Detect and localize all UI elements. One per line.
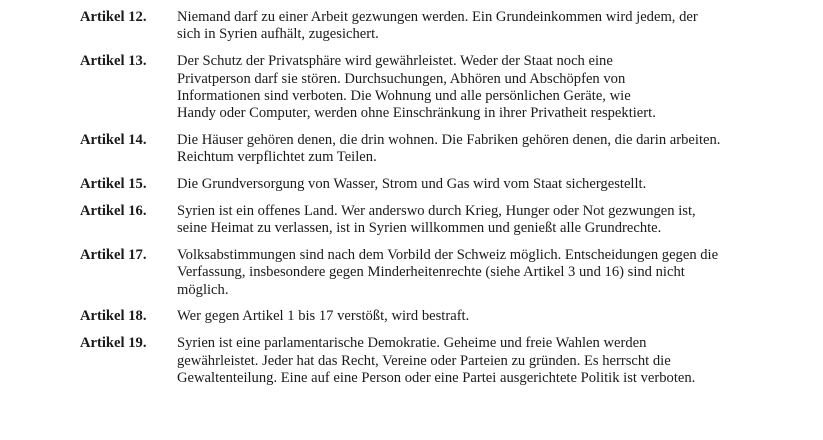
- text-line: Syrien ist eine parlamentarische Demokratie. Geheime und freie Wahlen werden: [177, 335, 647, 352]
- article-label: Artikel 19.: [80, 335, 147, 352]
- text-line: seine Heimat zu verlassen, ist in Syrien willkommen und genießt alle Grundrechte.: [177, 220, 662, 237]
- text-line: Verfassung, insbesondere gegen Minderheitenrechte (siehe Artikel 3 und 16) sind nicht: [177, 264, 685, 281]
- text-line: Reichtum verpflichtet zum Teilen.: [177, 149, 377, 166]
- text-line: Wer gegen Artikel 1 bis 17 verstößt, wird bestraft.: [177, 308, 470, 325]
- article-label: Artikel 13.: [80, 53, 147, 70]
- article-text: [177, 247, 780, 299]
- article-14: [80, 132, 780, 167]
- article-15: [80, 176, 780, 193]
- article-12: [80, 9, 780, 44]
- article-text: [177, 203, 780, 238]
- article-19: [80, 335, 780, 387]
- text-line: Handy oder Computer, werden ohne Einschränkung in ihrer Privatheit respektiert.: [177, 105, 656, 122]
- text-line: Volksabstimmungen sind nach dem Vorbild der Schweiz möglich. Entscheidungen gegen die: [177, 246, 719, 263]
- article-label: Artikel 16.: [80, 202, 147, 219]
- text-line: Niemand darf zu einer Arbeit gezwungen werden. Ein Grundeinkommen wird jedem, der: [177, 9, 698, 25]
- text-line: Die Häuser gehören denen, die drin wohnen. Die Fabriken gehören denen, die darin arbeiten.: [177, 132, 721, 149]
- article-label: Artikel 15.: [80, 176, 147, 193]
- text-line: Gewaltenteilung. Eine auf eine Person oder eine Partei ausgerichtete Politik ist verboten.: [177, 369, 696, 386]
- text-line: Privatperson darf sie stören. Durchsuchungen, Abhören und Abschöpfen von: [177, 70, 626, 87]
- article-text: [177, 335, 780, 387]
- article-text: [177, 9, 780, 44]
- article-text: [177, 132, 780, 167]
- text-line: Informationen sind verboten. Die Wohnung und alle persönlichen Geräte, wie: [177, 87, 631, 104]
- article-label: Artikel 14.: [80, 132, 147, 149]
- article-label: Artikel 17.: [80, 246, 147, 263]
- article-text: [177, 53, 780, 123]
- article-text: [177, 176, 780, 193]
- text-line: Syrien ist ein offenes Land. Wer anderswo durch Krieg, Hunger oder Not gezwungen ist,: [177, 202, 696, 219]
- article-13: [80, 53, 780, 123]
- text-line: gewährleistet. Jeder hat das Recht, Vereine oder Parteien zu gründen. Es herrscht die: [177, 352, 671, 369]
- article-label: Artikel 18.: [80, 308, 147, 325]
- article-17: [80, 247, 780, 299]
- text-line: möglich.: [177, 281, 229, 298]
- article-text: [177, 308, 780, 325]
- text-line: Der Schutz der Privatsphäre wird gewährleistet. Weder der Staat noch eine: [177, 53, 613, 70]
- text-line: sich in Syrien aufhält, zugesichert.: [177, 26, 379, 43]
- text-line: Die Grundversorgung von Wasser, Strom und Gas wird vom Staat sichergestellt.: [177, 176, 647, 193]
- article-list: [80, 9, 780, 397]
- article-16: [80, 203, 780, 238]
- article-label: Artikel 12.: [80, 9, 147, 25]
- article-18: [80, 308, 780, 325]
